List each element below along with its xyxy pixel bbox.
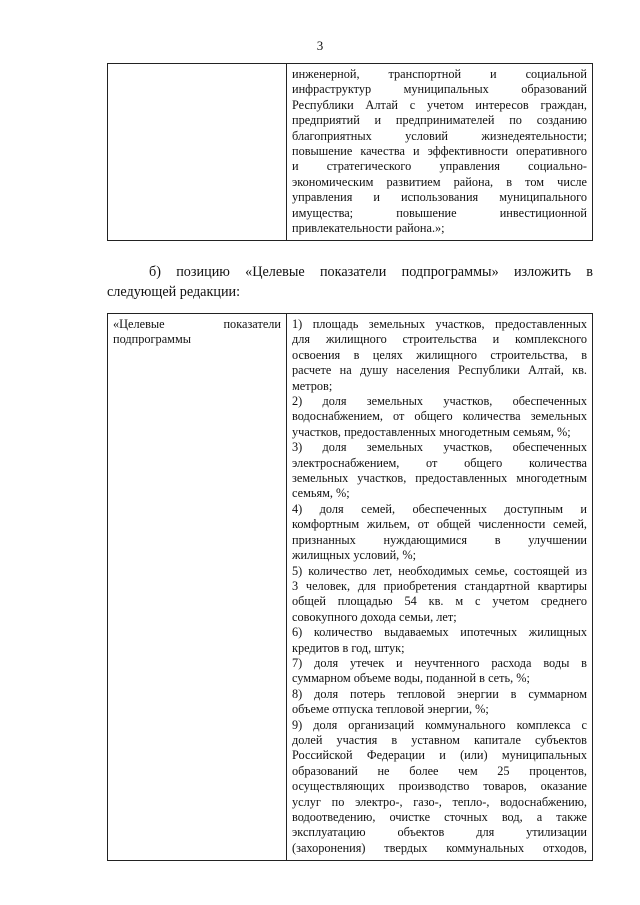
text-line: 8) доля потерь тепловой энергии в суммарном <box>292 686 587 701</box>
text-line: 2) доля земельных участков, обеспеченных <box>292 394 587 409</box>
text-line: привлекательности района.»; <box>292 221 445 236</box>
label-line: подпрограммы <box>113 332 191 347</box>
text-line: благоприятных условий жизнедеятельности; <box>292 128 587 143</box>
text-line: 3 человек, для приобретения стандартной квартиры <box>292 578 587 593</box>
text-line: суммарном объеме воды, поданной в сеть, %; <box>292 671 530 686</box>
text-line: имущества; повышение инвестиционной <box>292 205 587 220</box>
text-line: управления и использования муниципального <box>292 190 587 205</box>
text-line: Российской Федерации и (или) муниципальных <box>292 748 587 763</box>
text-line: 1) площадь земельных участков, предоставленных <box>292 317 587 331</box>
text-line: 3) доля земельных участков, обеспеченных <box>292 440 587 455</box>
label-line: «Целевые показатели <box>113 317 281 331</box>
text-line: 5) количество лет, необходимых семье, состоящей из <box>292 563 587 578</box>
text-line: для жилищного строительства и комплексного <box>292 332 587 347</box>
top-table <box>107 63 593 241</box>
text-line: эксплуатацию объектов для утилизации <box>292 825 587 840</box>
text-line: признанных нуждающимися в улучшении <box>292 532 587 547</box>
paragraph-line: б) позицию «Целевые показатели подпрограммы» изложить в <box>149 264 593 280</box>
text-line: освоения в целях жилищного строительства, в <box>292 347 587 362</box>
text-line: участков, предоставленных многодетным семьям, %; <box>292 424 571 439</box>
text-line: инженерной, транспортной и социальной <box>292 67 587 81</box>
text-line: общей площадью 54 кв. м с учетом среднего <box>292 594 587 609</box>
text-line: Республики Алтай с учетом интересов граждан, <box>292 97 587 112</box>
text-line: экономическим развитием района, в том числе <box>292 174 587 189</box>
text-line: земельных участков, предоставленных многодетным <box>292 471 587 486</box>
text-line: метров; <box>292 378 333 393</box>
text-line: комфортным жильем, от общей численности семей, <box>292 517 587 532</box>
table-row <box>108 314 593 861</box>
table-row <box>108 64 593 241</box>
text-line: инфраструктур муниципальных образований <box>292 82 587 97</box>
targets-content-cell <box>287 314 593 861</box>
text-line: кредитов в год, штук; <box>292 640 405 655</box>
text-line: осуществляющих производство товаров, оказание <box>292 779 587 794</box>
text-line: водоотведению, очистке сточных вод, а также <box>292 810 587 824</box>
text-line: объеме отпуска тепловой энергии, %; <box>292 702 489 717</box>
text-line: 9) доля организаций коммунального комплекса с <box>292 717 587 732</box>
paragraph-line: следующей редакции: <box>107 284 241 300</box>
text-line: образований не более чем 25 процентов, <box>292 763 587 778</box>
text-line: долей участия в уставном капитале субъектов <box>292 732 587 747</box>
text-line: водоснабжением, от общего количества земельных <box>292 409 587 424</box>
body-paragraph <box>107 262 593 302</box>
top-table-right-cell <box>287 64 593 241</box>
text-line: семьям, %; <box>292 486 350 501</box>
page-number: 3 <box>316 38 324 53</box>
text-line: и стратегического управления социально- <box>292 159 587 174</box>
text-line: совокупного дохода семьи, лет; <box>292 609 457 624</box>
top-table-left-cell <box>108 64 287 241</box>
text-line: услуг по электро-, газо-, тепло-, водоснабжению, <box>292 794 587 809</box>
text-line: предприятий и предпринимателей по созданию <box>292 113 587 128</box>
text-line: 7) доля утечек и неучтенного расхода воды в <box>292 655 587 670</box>
targets-table <box>107 313 593 861</box>
text-line: 6) количество выдаваемых ипотечных жилищных <box>292 625 587 640</box>
text-line: жилищных условий, %; <box>292 548 416 563</box>
text-line: электроснабжением, от общего количества <box>292 455 587 470</box>
text-line: 4) доля семей, обеспеченных доступным и <box>292 501 587 516</box>
text-line: расчете на душу населения Республики Алтай, кв. <box>292 363 587 378</box>
targets-label-cell <box>108 314 287 861</box>
text-line: повышение качества и эффективности оперативного <box>292 144 587 159</box>
text-line: (захоронения) твердых коммунальных отходов, <box>292 840 587 855</box>
